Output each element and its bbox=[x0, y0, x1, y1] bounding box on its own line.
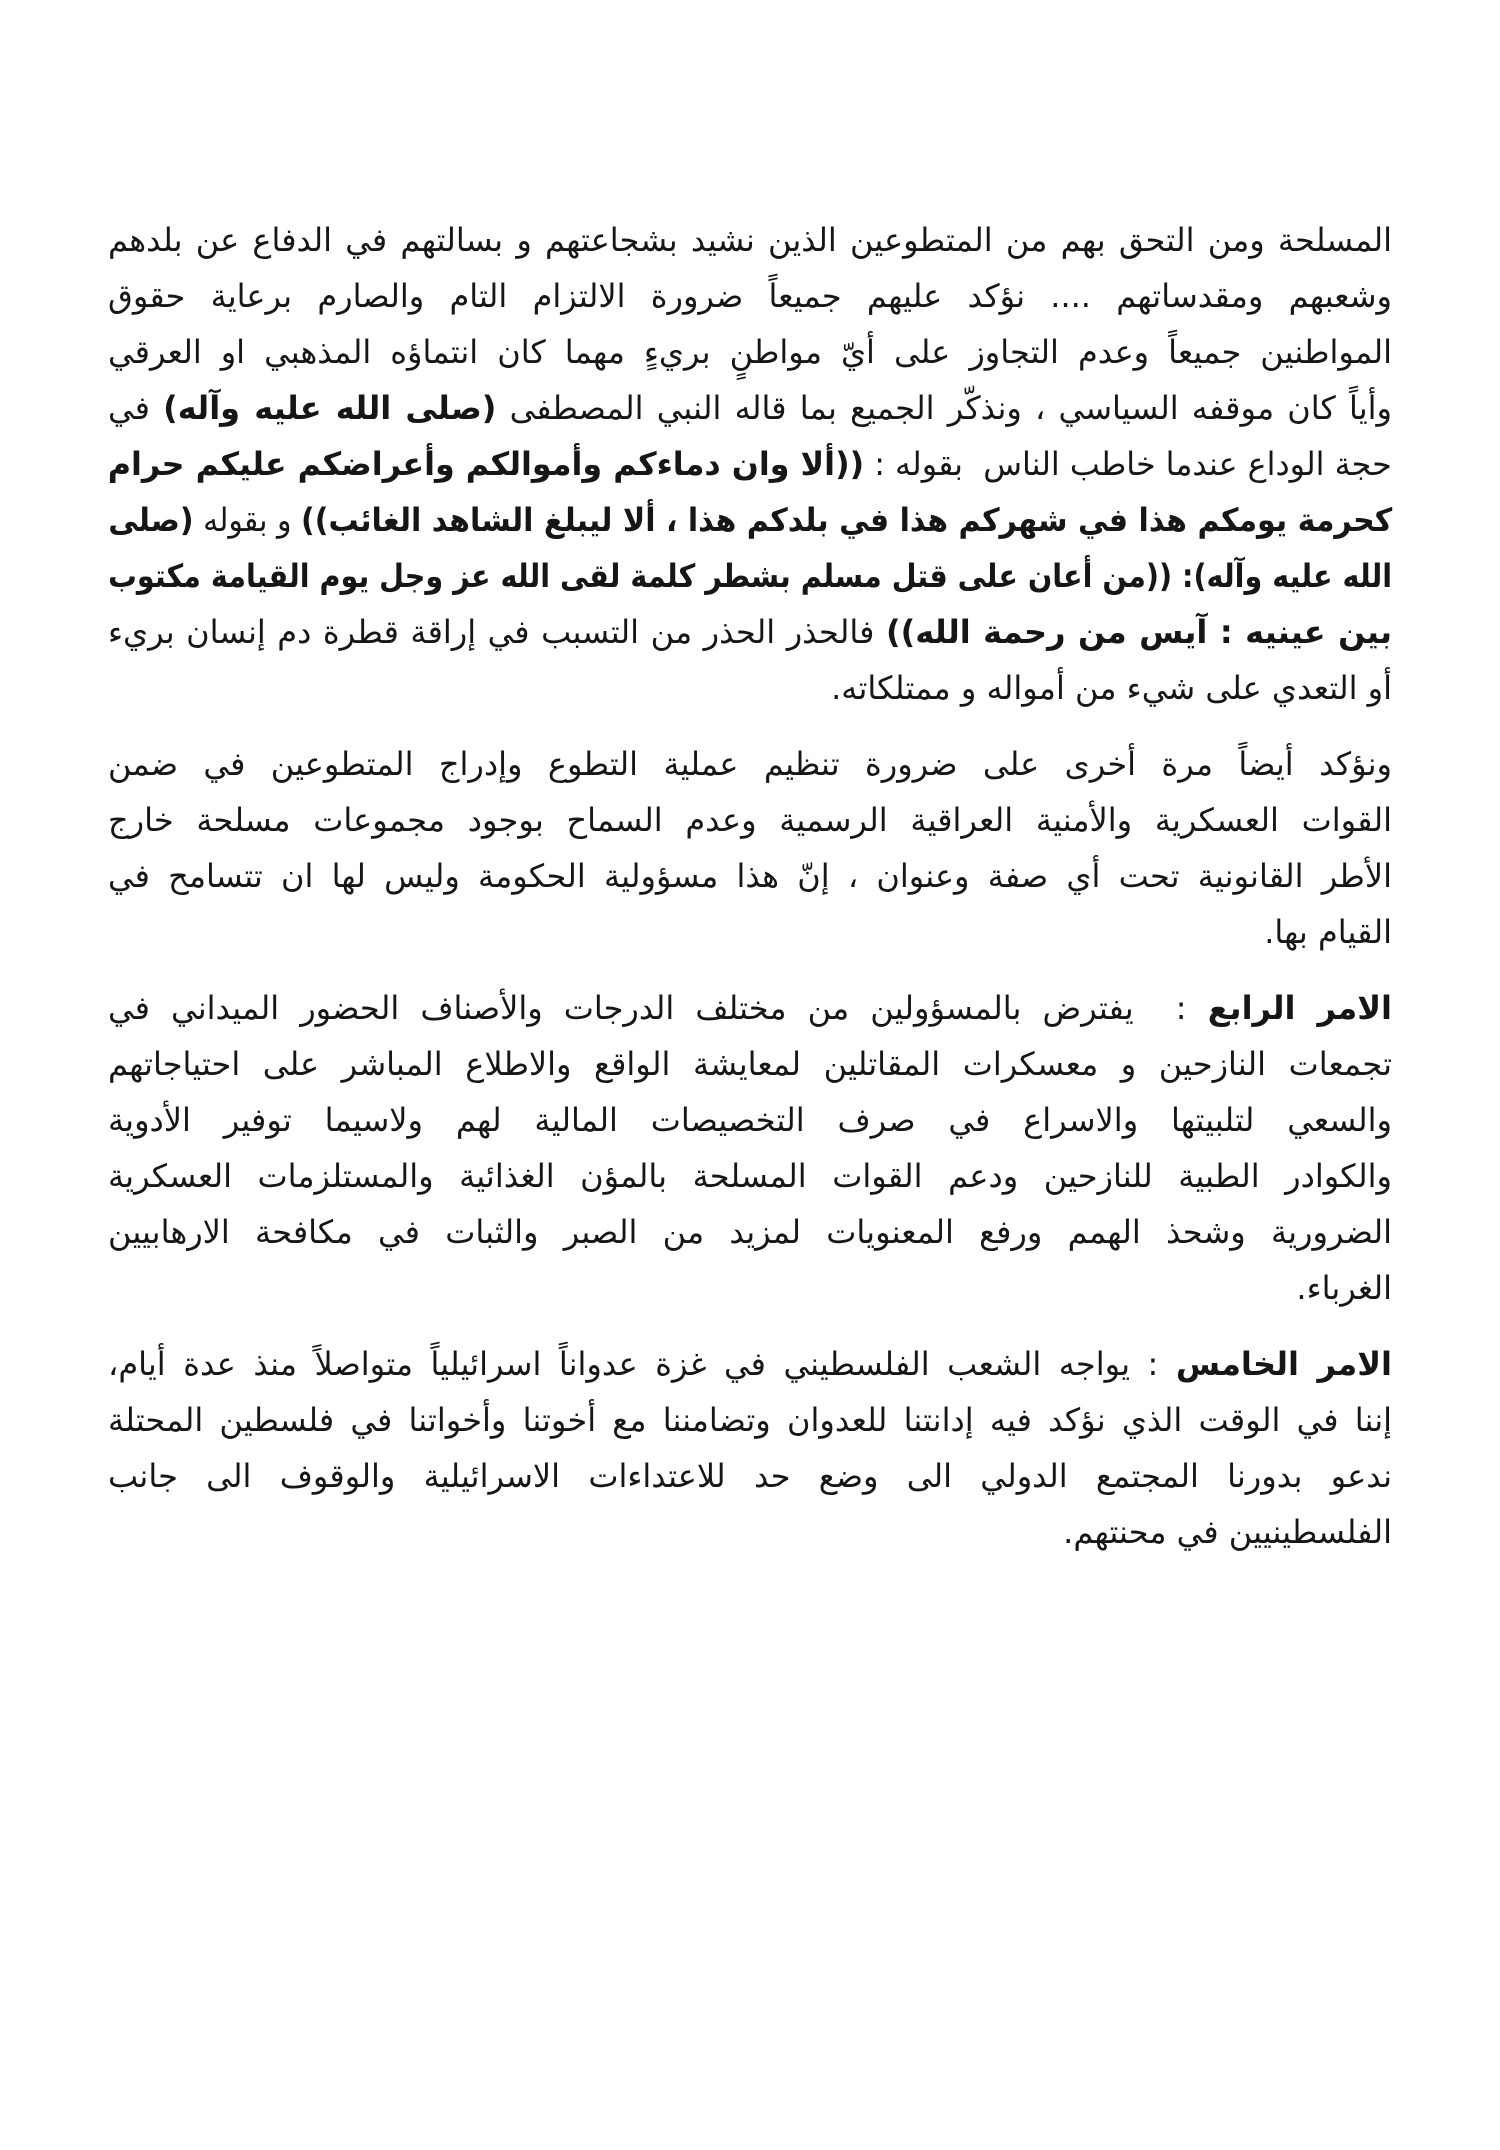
line-content bbox=[108, 380, 1392, 436]
text-line bbox=[108, 324, 1392, 380]
text-segment: الضرورية وشحذ الهمم ورفع المعنويات لمزيد من الصبر والثبات في مكافحة الارهابيين bbox=[108, 1213, 1392, 1251]
text-segment: أو التعدي على شيء من أمواله و ممتلكاته. bbox=[831, 669, 1392, 707]
text-segment: القوات العسكرية والأمنية العراقية الرسمية وعدم السماح بوجود مجموعات مسلحة خارج bbox=[108, 801, 1392, 839]
text-line bbox=[108, 436, 1392, 492]
text-segment: فالحذر الحذر من التسبب في إراقة قطرة دم إنسان بريء bbox=[107, 613, 886, 651]
text-segment: ندعو بدورنا المجتمع الدولي الى وضع حد للاعتداءات الاسرائيلية والوقوف الى جانب bbox=[108, 1457, 1392, 1495]
line-content bbox=[108, 212, 1392, 268]
line-content bbox=[108, 604, 1392, 660]
line-content bbox=[108, 436, 1392, 492]
bold-text-segment: كحرمة يومكم هذا في شهركم هذا في بلدكم هذا ، ألا ليبلغ الشاهد الغائب)) bbox=[300, 501, 1392, 539]
line-content bbox=[108, 1092, 1392, 1148]
line-content bbox=[1063, 1504, 1392, 1560]
text-segment: الغرباء. bbox=[1296, 1269, 1392, 1307]
text-line bbox=[108, 1504, 1392, 1560]
text-segment: المسلحة ومن التحق بهم من المتطوعين الذين نشيد بشجاعتهم و بسالتهم في الدفاع عن بلدهم bbox=[108, 221, 1392, 259]
bold-text-segment: ((ألا وان دماءكم وأموالكم وأعراضكم عليكم حرام bbox=[108, 445, 865, 483]
text-line bbox=[108, 1148, 1392, 1204]
bold-text-segment: الامر الخامس bbox=[1175, 1345, 1392, 1383]
text-line bbox=[108, 904, 1392, 960]
line-content bbox=[108, 1148, 1392, 1204]
line-content bbox=[108, 492, 1392, 548]
paragraph bbox=[108, 980, 1392, 1316]
text-line bbox=[108, 548, 1392, 604]
line-content bbox=[1264, 904, 1392, 960]
line-content bbox=[108, 548, 1392, 604]
line-content bbox=[108, 1448, 1392, 1504]
document-text-block bbox=[108, 212, 1392, 1580]
text-line bbox=[108, 1204, 1392, 1260]
text-line bbox=[108, 1260, 1392, 1316]
line-content bbox=[108, 1036, 1392, 1092]
text-line bbox=[108, 1392, 1392, 1448]
line-content bbox=[108, 324, 1392, 380]
text-line bbox=[108, 848, 1392, 904]
text-segment: : يفترض بالمسؤولين من مختلف الدرجات والأصناف الحضور الميداني في bbox=[107, 989, 1208, 1027]
paragraph bbox=[108, 212, 1392, 716]
bold-text-segment: (صلى الله عليه وآله) bbox=[163, 389, 497, 427]
text-segment: والسعي لتلبيتها والاسراع في صرف التخصيصات المالية لهم ولاسيما توفير الأدوية bbox=[108, 1101, 1392, 1139]
line-content bbox=[108, 1204, 1392, 1260]
line-content bbox=[108, 736, 1392, 792]
text-segment: الفلسطينيين في محنتهم. bbox=[1063, 1513, 1392, 1551]
text-line bbox=[108, 736, 1392, 792]
line-content bbox=[108, 848, 1392, 904]
line-content bbox=[108, 1336, 1392, 1392]
text-segment: ونؤكد أيضاً مرة أخرى على ضرورة تنظيم عملية التطوع وإدراج المتطوعين في ضمن bbox=[108, 745, 1392, 783]
text-line bbox=[108, 980, 1392, 1036]
bold-text-segment: (صلى bbox=[108, 501, 194, 539]
text-segment: الأطر القانونية تحت أي صفة وعنوان ، إنّ هذا مسؤولية الحكومة وليس لها ان تتسامح في bbox=[108, 857, 1392, 895]
line-content bbox=[1296, 1260, 1392, 1316]
text-line bbox=[108, 268, 1392, 324]
text-line bbox=[108, 1448, 1392, 1504]
text-line bbox=[108, 1336, 1392, 1392]
bold-text-segment: بين عينيه : آيس من رحمة الله)) bbox=[885, 613, 1392, 651]
text-line bbox=[108, 380, 1392, 436]
text-segment: حجة الوداع عندما خاطب الناس بقوله : bbox=[864, 445, 1392, 483]
text-segment: المواطنين جميعاً وعدم التجاوز على أيّ مواطنٍ بريءٍ مهما كان انتماؤه المذهبي او العرقي bbox=[108, 333, 1392, 371]
text-segment: في bbox=[107, 389, 164, 427]
text-segment: والكوادر الطبية للنازحين ودعم القوات المسلحة بالمؤن الغذائية والمستلزمات العسكرية bbox=[108, 1157, 1392, 1195]
paragraph bbox=[108, 736, 1392, 960]
text-line bbox=[108, 604, 1392, 660]
text-line bbox=[108, 212, 1392, 268]
line-content bbox=[108, 1392, 1392, 1448]
text-segment: تجمعات النازحين و معسكرات المقاتلين لمعايشة الواقع والاطلاع المباشر على احتياجاتهم bbox=[108, 1045, 1392, 1083]
text-line bbox=[108, 1036, 1392, 1092]
text-segment: و بقوله bbox=[193, 501, 301, 539]
text-line bbox=[108, 660, 1392, 716]
text-segment: وأياً كان موقفه السياسي ، ونذكّر الجميع بما قاله النبي المصطفى bbox=[496, 389, 1392, 427]
line-content bbox=[108, 980, 1392, 1036]
bold-text-segment: الامر الرابع bbox=[1207, 989, 1392, 1027]
text-line bbox=[108, 792, 1392, 848]
paragraph bbox=[108, 1336, 1392, 1560]
line-content bbox=[108, 792, 1392, 848]
text-segment: : يواجه الشعب الفلسطيني في غزة عدواناً اسرائيلياً متواصلاً منذ عدة أيام، bbox=[107, 1345, 1176, 1383]
text-segment: وشعبهم ومقدساتهم .... نؤكد عليهم جميعاً ضرورة الالتزام التام والصارم برعاية حقوق bbox=[108, 277, 1392, 315]
text-line bbox=[108, 1092, 1392, 1148]
bold-text-segment: الله عليه وآله): ((من أعان على قتل مسلم بشطر كلمة لقى الله عز وجل يوم القيامة مكتوب bbox=[108, 557, 1392, 595]
line-content bbox=[108, 268, 1392, 324]
text-segment: القيام بها. bbox=[1264, 913, 1392, 951]
text-line bbox=[108, 492, 1392, 548]
text-segment: إننا في الوقت الذي نؤكد فيه إدانتنا للعدوان وتضامننا مع أخوتنا وأخواتنا في فلسطين المحتلة bbox=[108, 1401, 1392, 1439]
line-content bbox=[831, 660, 1392, 716]
